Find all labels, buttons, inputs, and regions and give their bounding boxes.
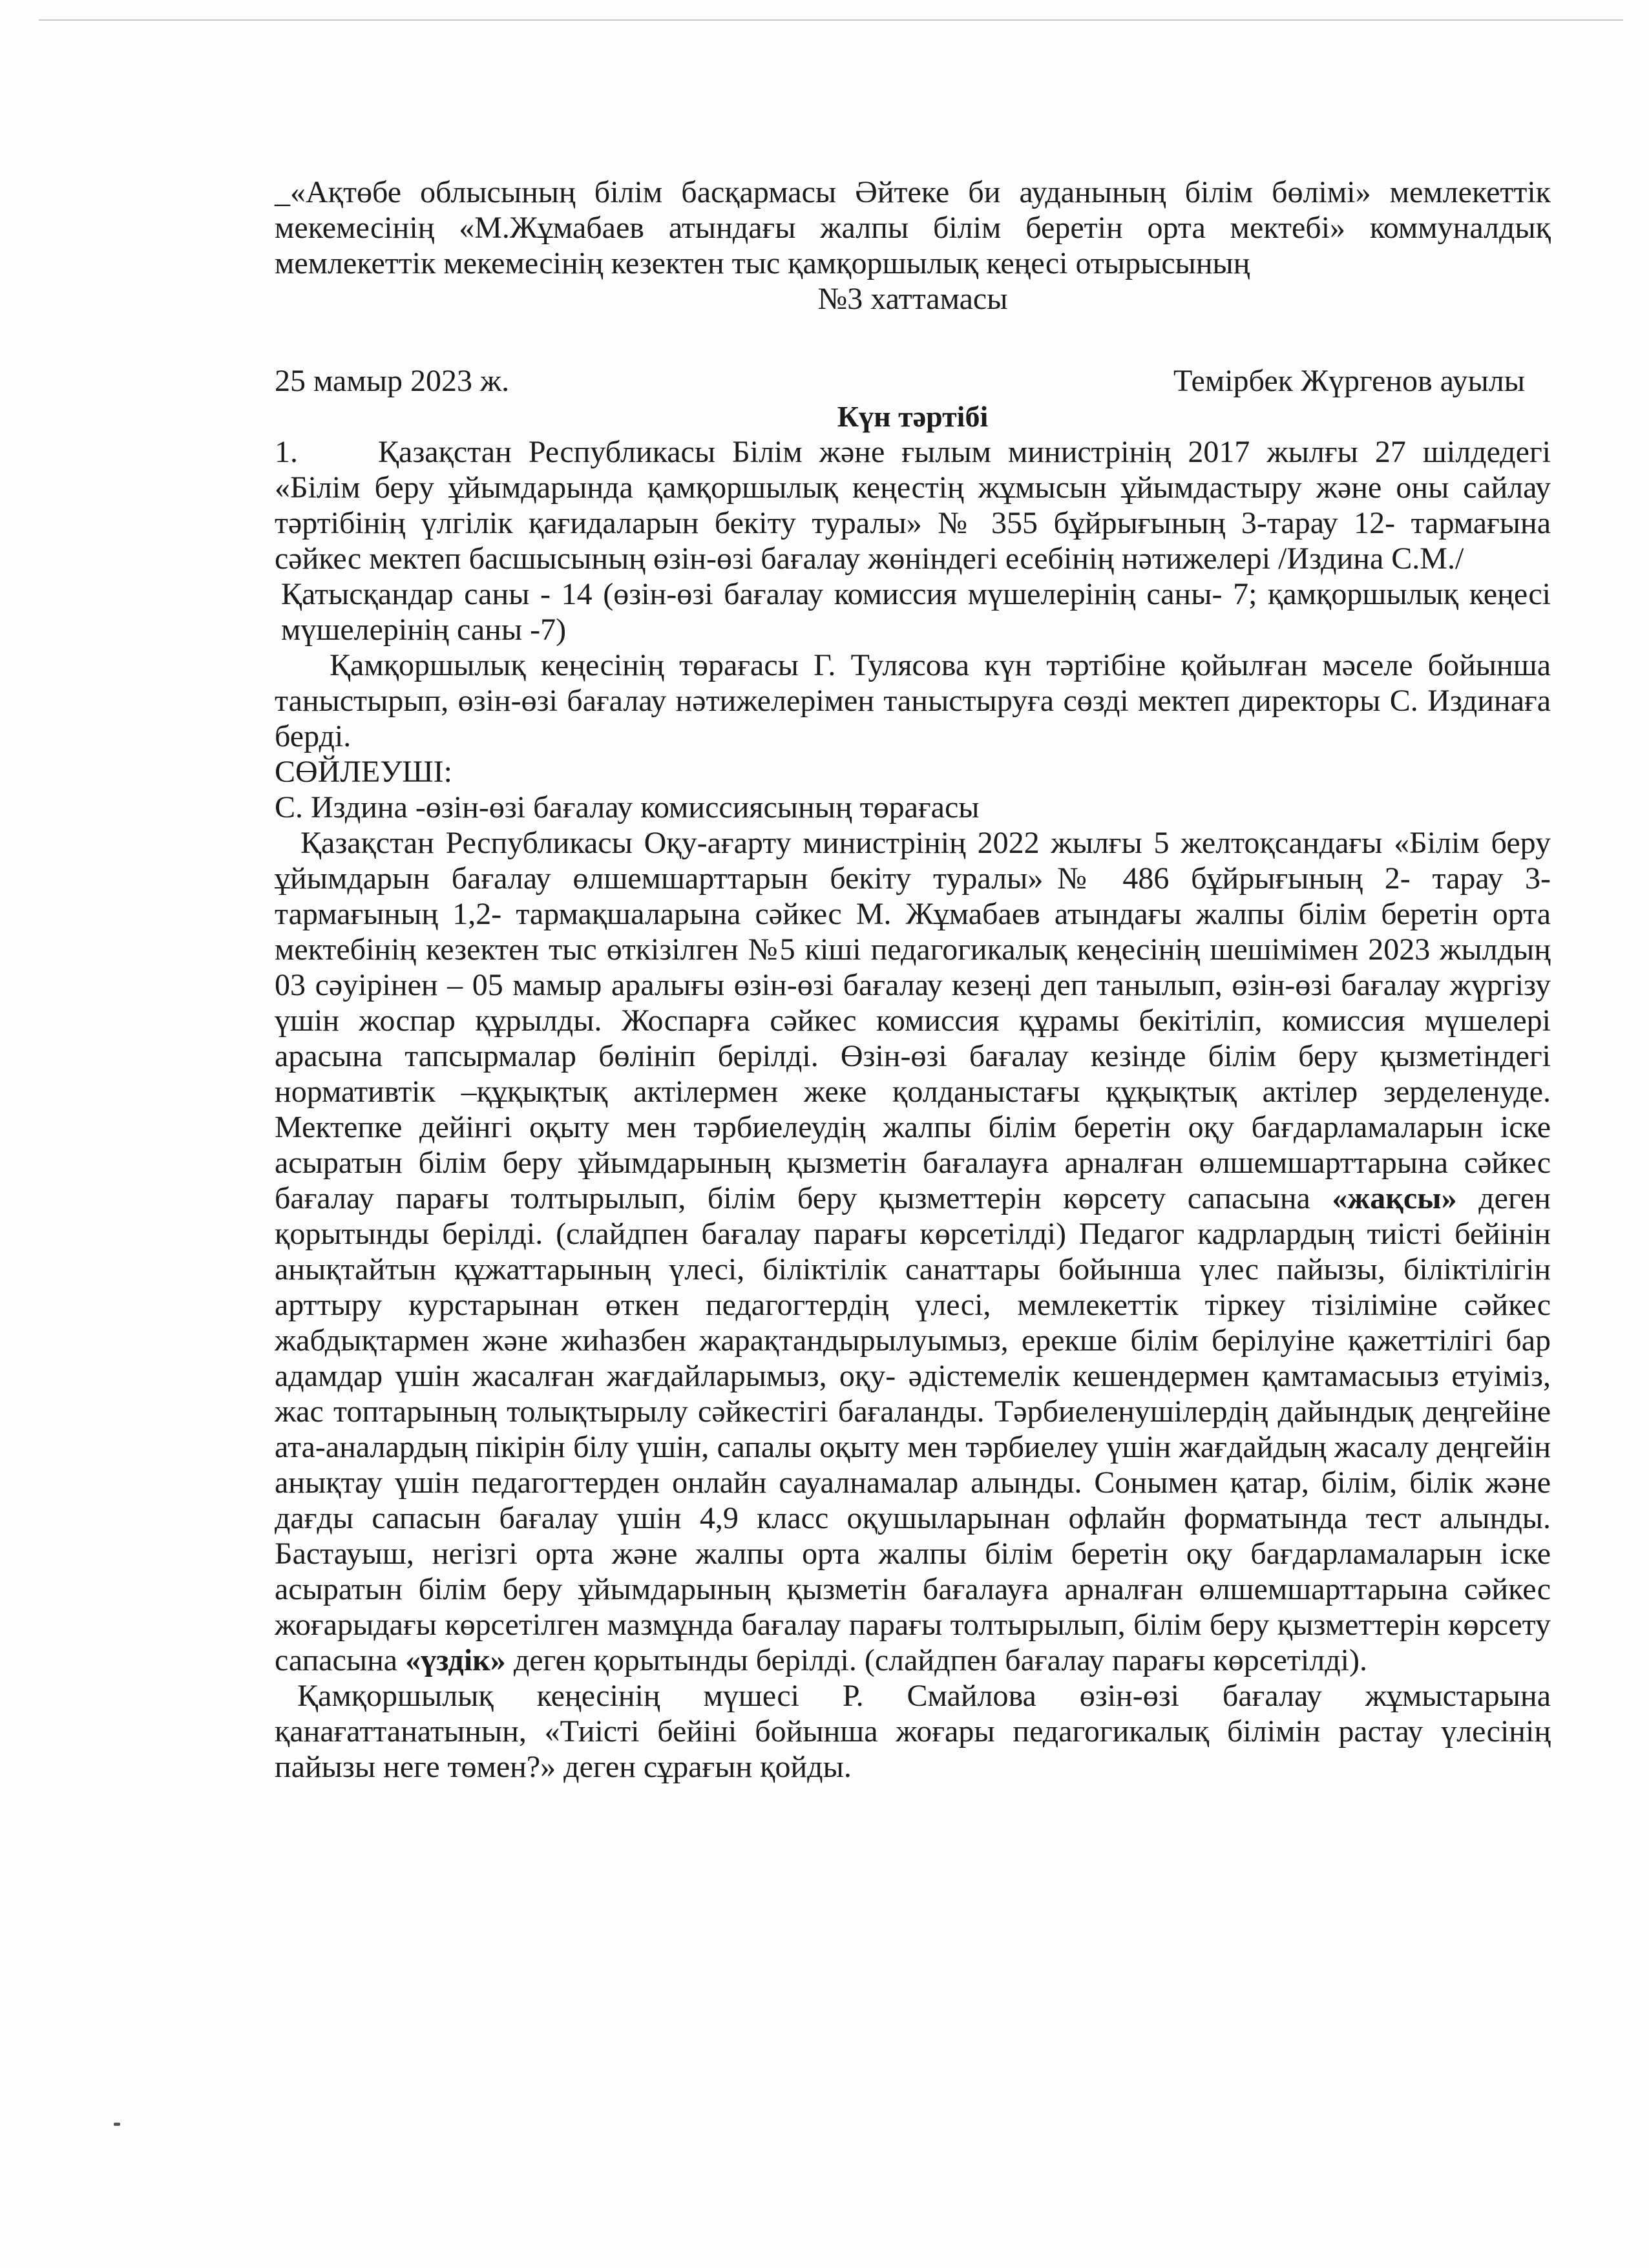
rating-good: «жақсы»: [1332, 1181, 1457, 1215]
speaker-name: С. Издина -өзін-өзі бағалау комиссиясының төрағасы: [275, 790, 980, 824]
document-body: [275, 174, 1551, 1785]
date-place-row: [275, 363, 1551, 399]
speech-part-1: Қазақстан Республикасы Оқу-ағарту министрінің 2022 жылғы 5 желтоқсандағы «Білім беру ұйымдарын бағалау өлшемшарттарын бекіту туралы»№ 486 бұйрығының 2- тарау 3-тармағының 1,2- тармақшаларына сәйкес М. Жұмабаев атындағы жалпы білім беретін орта мектебінің кезектен тыс өткізілген №5 кіші педагогикалық кеңесінің шешімімен 2023 жылдың 03 сәуірінен – 05 мамыр аралығы өзін-өзі бағалау кезеңі деп танылып, өзін-өзі бағалау жүргізу үшін жоспар құрылды. Жоспарға сәйкес комиссия құрамы бекітіліп, комиссия мүшелері арасына тапсырмалар бөлініп берілді. Өзін-өзі бағалау кезінде білім беру қызметіндегі нормативтік –құқықтық актілермен жеке қолданыстағы құқықтық актілер зерделенуде. Мектепке дейінгі оқыту мен тәрбиелеудің жалпы білім беретін оқу бағдарламаларын іске асыратын білім беру ұйымдарының қызметін бағалауға арналған өлшемшарттарына сәйкес бағалау парағы толтырылып, білім беру қызметтерін көрсету сапасына: [275, 826, 1551, 1215]
protocol-number: №3 хаттамасы: [817, 282, 1008, 316]
protocol-place: Темірбек Жүргенов ауылы: [1173, 364, 1525, 398]
closing-paragraph: Қамқоршылық кеңесінің мүшесі Р. Смайлова өзін-өзі бағалау жұмыстарына қанағаттанатынын, «Тиісті бейіні бойынша жоғары педагогикалық білімін растау үлесінің пайызы неге төмен?» деген сұрағын қойды.: [275, 1679, 1551, 1784]
participants-count: Қатысқандар саны - 14 (өзін-өзі бағалау комиссия мүшелерінің саны- 7; қамқоршылық кеңесі мүшелерінің саны -7): [281, 577, 1551, 647]
protocol-date: 25 мамыр 2023 ж.: [275, 364, 510, 398]
rating-excellent: «үздік»: [405, 1643, 506, 1677]
agenda-item-text: Қазақстан Республикасы Білім және ғылым министрінің 2017 жылғы 27 шілдедегі «Білім беру ұйымдарында қамқоршылық кеңестің жұмысын ұйымдастыру және оны сайлау тәртібінің үлгілік қағидаларын бекіту туралы» № 355 бұйрығының 3-тарау 12- тармағына сәйкес мектеп басшысының өзін-өзі бағалау жөніндегі есебінің нәтижелері /Издина С.М./: [275, 435, 1551, 576]
chair-intro-paragraph: Қамқоршылық кеңесінің төрағасы Г. Тулясова күн тәртібіне қойылған мәселе бойынша таныстырып, өзін-өзі бағалау нәтижелерімен таныстыруға сөзді мектеп директоры С. Издинаға берді.: [275, 648, 1551, 753]
speech-paragraph: [275, 825, 1551, 1678]
agenda-item: [275, 434, 1551, 576]
speech-part-3: деген қорытынды берілді. (слайдпен бағалау парағы көрсетілді).: [505, 1643, 1367, 1677]
speaker-label: СӨЙЛЕУШІ:: [275, 755, 452, 789]
agenda-title: Күн тәртібі: [837, 400, 989, 433]
speech-part-2: деген қорытынды берілді. (слайдпен бағалау парағы көрсетілді) Педагог кадрлардың тиісті бейінін анықтайтын құжаттарының үлесі, біліктілік санаттары бойынша үлес пайызы, біліктілігін арттыру курстарынан өткен педагогтердің үлесі, мемлекеттік тіркеу тізіліміне сәйкес жабдықтармен және жиһазбен жарақтандырылуымыз, ерекше білім берілуіне қажеттілігі бар адамдар үшін жасалған жағдайларымыз, оқу- әдістемелік кешендермен қамтамасыыз етуіміз, жас топтарының толықтырылу сәйкестігі бағаланды. Тәрбиеленушілердің дайындық деңгейіне ата-аналардың пікірін білу үшін, сапалы оқыту мен тәрбиелеу үшін жағдайдың жасалу деңгейін анықтау үшін педагогтерден онлайн сауалнамалар алынды. Сонымен қатар, білім, білік және дағды сапасын бағалау үшін 4,9 класс оқушыларынан офлайн форматында тест алынды. Бастауыш, негізгі орта және жалпы орта жалпы білім беретін оқу бағдарламаларын іске асыратын білім беру ұйымдарының қызметін бағалауға арналған өлшемшарттарына сәйкес жоғарыдағы көрсетілген мазмұнда бағалау парағы толтырылып, білім беру қызметтерін көрсету сапасына: [275, 1181, 1551, 1677]
scan-top-edge-line: [39, 19, 1623, 21]
agenda-item-number: 1.: [275, 435, 298, 469]
scan-speck-mark: [114, 2123, 120, 2126]
header-text: _«Ақтөбе облысының білім басқармасы Әйтеке би ауданының білім бөлімі» мемлекеттік мекемесінің «М.Жұмабаев атындағы жалпы білім беретін орта мектебі» коммуналдық мемлекеттік мекемесінің кезектен тыс қамқоршылық кеңесі отырысының: [275, 175, 1551, 280]
